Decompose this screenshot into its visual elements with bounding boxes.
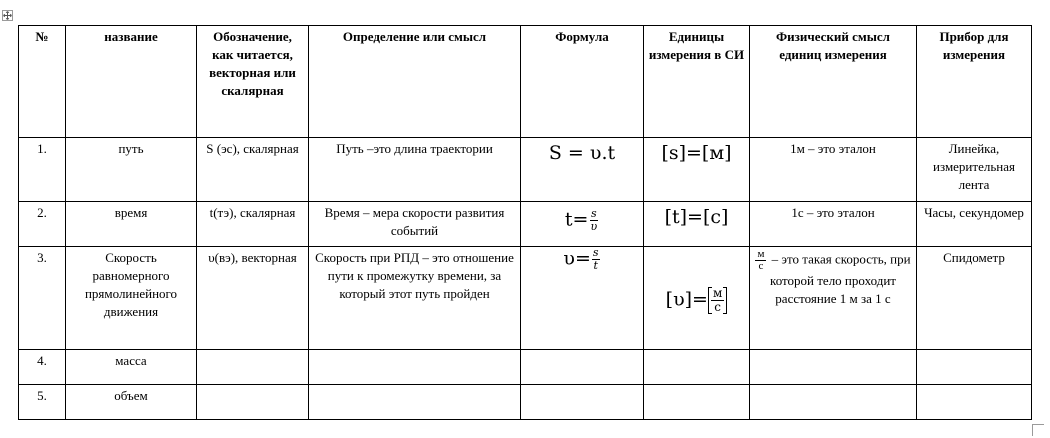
cell-device[interactable]: Часы, секундомер: [917, 202, 1032, 247]
cell-number[interactable]: 2.: [19, 202, 66, 247]
cell-device[interactable]: Спидометр: [917, 247, 1032, 350]
formula-fraction: [592, 247, 600, 272]
units-fraction: [711, 287, 724, 314]
cell-number[interactable]: 4.: [19, 350, 66, 385]
cell-units[interactable]: [644, 350, 750, 385]
table-row: [19, 202, 1032, 247]
cell-units[interactable]: [s]=[м]: [644, 138, 750, 202]
cell-name[interactable]: объем: [66, 385, 197, 420]
sense-unit-numerator: м: [757, 248, 765, 260]
cell-name[interactable]: масса: [66, 350, 197, 385]
table-row: [19, 385, 1032, 420]
cell-symbol[interactable]: [197, 385, 309, 420]
cell-unit-meaning[interactable]: 1м – это эталон: [750, 138, 917, 202]
header-definition: Определение или смысл: [309, 26, 521, 138]
cell-number[interactable]: 1.: [19, 138, 66, 202]
formula-fraction: [589, 208, 598, 233]
units-bracket: [708, 287, 727, 314]
cell-unit-meaning[interactable]: 1с – это эталон: [750, 202, 917, 247]
header-symbol: Обозначение, как читается, векторная или скалярная: [197, 26, 309, 138]
cell-definition[interactable]: [309, 350, 521, 385]
sense-text: – это такая скорость, при которой тело проходит расстояние 1 м за 1 с: [770, 251, 911, 306]
cell-definition[interactable]: [309, 385, 521, 420]
cell-formula[interactable]: [521, 350, 644, 385]
formula-denominator: t: [593, 259, 598, 272]
cell-name[interactable]: время: [66, 202, 197, 247]
cell-definition[interactable]: Скорость при РПД – это отношение пути к промежутку времени, за который этот путь пройден: [309, 247, 521, 350]
cell-symbol[interactable]: t(тэ), скалярная: [197, 202, 309, 247]
table-move-handle-icon[interactable]: [2, 10, 13, 21]
formula-denominator: υ: [590, 220, 598, 233]
cell-device[interactable]: [917, 385, 1032, 420]
units-denominator: с: [714, 299, 721, 314]
cell-units[interactable]: [644, 385, 750, 420]
header-name: название: [66, 26, 197, 138]
table-row: [19, 247, 1032, 350]
table-row: [19, 138, 1032, 202]
cell-device[interactable]: [917, 350, 1032, 385]
cell-device[interactable]: Линейка, измерительная лента: [917, 138, 1032, 202]
cell-formula[interactable]: [521, 202, 644, 247]
table-resize-handle-icon[interactable]: [1032, 424, 1044, 436]
physics-quantities-table: [18, 25, 1032, 420]
cell-name[interactable]: Скорость равномерного прямолинейного движения: [66, 247, 197, 350]
header-units: Единицы измерения в СИ: [644, 26, 750, 138]
cell-symbol[interactable]: [197, 350, 309, 385]
cell-number[interactable]: 5.: [19, 385, 66, 420]
table-header-row: [19, 26, 1032, 138]
cell-units[interactable]: [t]=[c]: [644, 202, 750, 247]
sense-unit-fraction: [755, 249, 766, 272]
formula-numerator: s: [592, 246, 599, 259]
cell-definition[interactable]: Время – мера скорости развития событий: [309, 202, 521, 247]
sense-unit-denominator: с: [758, 260, 764, 272]
units-numerator: м: [712, 285, 723, 300]
header-number: №: [19, 26, 66, 138]
units-lhs: [υ]=: [665, 288, 708, 310]
cell-number[interactable]: 3.: [19, 247, 66, 350]
cell-symbol[interactable]: S (эс), скалярная: [197, 138, 309, 202]
table-row: [19, 350, 1032, 385]
cell-unit-meaning[interactable]: [750, 350, 917, 385]
cell-symbol[interactable]: υ(вэ), векторная: [197, 247, 309, 350]
cell-formula[interactable]: [521, 247, 644, 350]
cell-units[interactable]: [644, 247, 750, 350]
header-device: Прибор для измерения: [917, 26, 1032, 138]
cell-formula[interactable]: [521, 385, 644, 420]
cell-name[interactable]: путь: [66, 138, 197, 202]
cell-unit-meaning[interactable]: [750, 385, 917, 420]
cell-unit-meaning[interactable]: [750, 247, 917, 350]
formula-lhs: υ=: [563, 247, 591, 270]
formula-numerator: s: [590, 207, 597, 220]
cell-formula[interactable]: S = υ.t: [521, 138, 644, 202]
header-formula: Формула: [521, 26, 644, 138]
header-unit-meaning: Физический смысл единиц измерения: [750, 26, 917, 138]
formula-lhs: t=: [564, 208, 589, 231]
cell-definition[interactable]: Путь –это длина траектории: [309, 138, 521, 202]
